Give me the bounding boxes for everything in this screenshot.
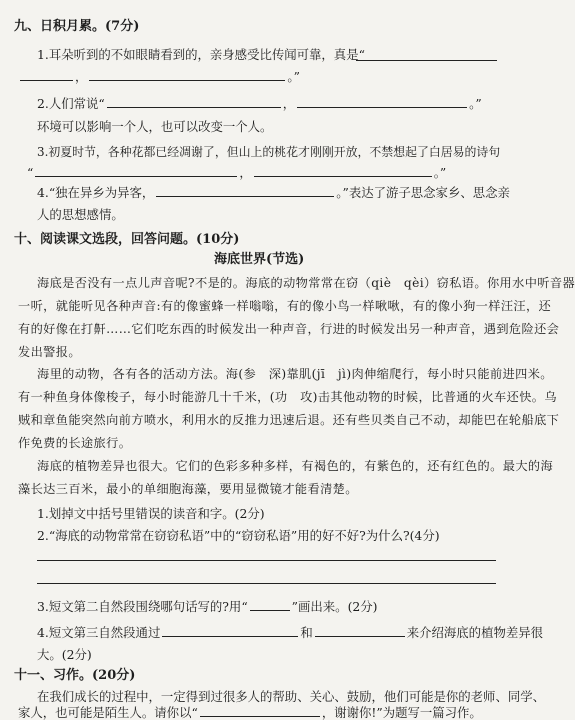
q10-3: 3.短文第二自然段围绕哪句话写的?用“ ”画出来。(2分) bbox=[37, 599, 378, 614]
q9-4-blank[interactable] bbox=[156, 185, 334, 197]
q10-3-blank[interactable] bbox=[250, 599, 290, 611]
essay-title-blank[interactable] bbox=[200, 705, 320, 717]
q10-4-blank-1[interactable] bbox=[162, 625, 298, 637]
q9-1-blank-2[interactable] bbox=[20, 69, 73, 81]
passage-p1-line4: 发出警报。 bbox=[18, 345, 81, 359]
q9-2-blank-2[interactable] bbox=[297, 96, 467, 108]
q9-2-line2: 环境可以影响一个人，也可以改变一个人。 bbox=[37, 119, 273, 134]
passage-p1-line3: 有的好像在打鼾……它们吃东西的时候发出一种声音，行进的时候发出另一种声音，遇到危险还会 bbox=[18, 322, 560, 336]
passage-p1-line2: 一听，就能听见各种声音:有的像蜜蜂一样嗡嗡，有的像小鸟一样啾啾，有的像小狗一样汪汪，还 bbox=[18, 299, 552, 313]
q9-4-line2: 人的思想感情。 bbox=[37, 207, 124, 222]
passage-p2-line1: 海里的动物，各有各的活动方法。海(参 深)靠肌(jī jì)肉伸缩爬行，每小时只能前进四米。 bbox=[37, 367, 553, 381]
q9-4-line1: 4.“独在异乡为异客， 。”表达了游子思念家乡、思念亲 bbox=[37, 185, 510, 200]
q9-1-text: 1.耳朵听到的不如眼睛看到的，亲身感受比传闻可靠，真是“ bbox=[37, 47, 365, 62]
q10-4-blank-2[interactable] bbox=[315, 625, 405, 637]
essay-prompt-line1: 在我们成长的过程中，一定得到过很多人的帮助、关心、鼓励，他们可能是你的老师、同学、 bbox=[37, 689, 546, 704]
passage-p3-line2: 藻长达三百米，最小的单细胞海藻，要用显微镜才能看清楚。 bbox=[18, 482, 358, 496]
q9-3-line2: “ ， 。” bbox=[27, 165, 447, 180]
q9-3-blank-2[interactable] bbox=[254, 165, 432, 177]
q10-2: 2.“海底的动物常常在窃窃私语”中的“窃窃私语”用的好不好?为什么?(4分) bbox=[37, 528, 440, 543]
passage-title: 海底世界(节选) bbox=[214, 252, 305, 267]
essay-prompt-line2: 家人，也可能是陌生人。请你以“ ，谢谢你!”为题写一篇习作。 bbox=[18, 705, 482, 720]
q10-2-answer-line-1[interactable] bbox=[37, 560, 496, 561]
q9-2-blank-1[interactable] bbox=[107, 96, 281, 108]
q10-2-answer-line-2[interactable] bbox=[37, 583, 496, 584]
q9-1-line2: ， 。” bbox=[18, 69, 300, 85]
q9-3-line1: 3.初夏时节，各种花都已经凋谢了，但山上的桃花才刚刚开放，不禁想起了白居易的诗句 bbox=[37, 145, 501, 159]
passage-p3-line1: 海底的植物差异也很大。它们的色彩多种多样，有褐色的，有紫色的，还有红色的。最大的海 bbox=[37, 459, 554, 473]
section-9-heading: 九、日积月累。(7分) bbox=[14, 19, 140, 34]
passage-p2-line2: 有一种鱼身体像梭子，每小时能游几十千米，(功 攻)击其他动物的时候，比普通的火车还快。乌 bbox=[18, 390, 557, 404]
section-10-heading: 十、阅读课文选段，回答问题。(10分) bbox=[14, 232, 240, 247]
q10-1: 1.划掉文中括号里错误的读音和字。(2分) bbox=[37, 506, 265, 521]
passage-p2-line3: 贼和章鱼能突然向前方喷水，利用水的反推力迅速后退。还有些贝类自己不动，却能巴在轮船底下 bbox=[18, 413, 560, 427]
passage-p1-line1: 海底是否没有一点儿声音呢?不是的。海底的动物常常在窃（qiè qèi）窃私语。你用水中听音器 bbox=[37, 276, 575, 290]
passage-p2-line4: 作免费的长途旅行。 bbox=[18, 436, 132, 450]
q10-4-line1: 4.短文第三自然段通过 和 来介绍海底的植物差异很 bbox=[37, 625, 544, 640]
q9-1-blank-1[interactable] bbox=[356, 60, 497, 61]
q9-1-blank-3[interactable] bbox=[89, 69, 285, 81]
q9-2-line1: 2.人们常说“ ， 。” bbox=[37, 96, 482, 111]
q9-3-blank-1[interactable] bbox=[35, 165, 237, 177]
q10-4-line2: 大。(2分) bbox=[37, 647, 92, 662]
section-11-heading: 十一、习作。(20分) bbox=[14, 668, 136, 683]
